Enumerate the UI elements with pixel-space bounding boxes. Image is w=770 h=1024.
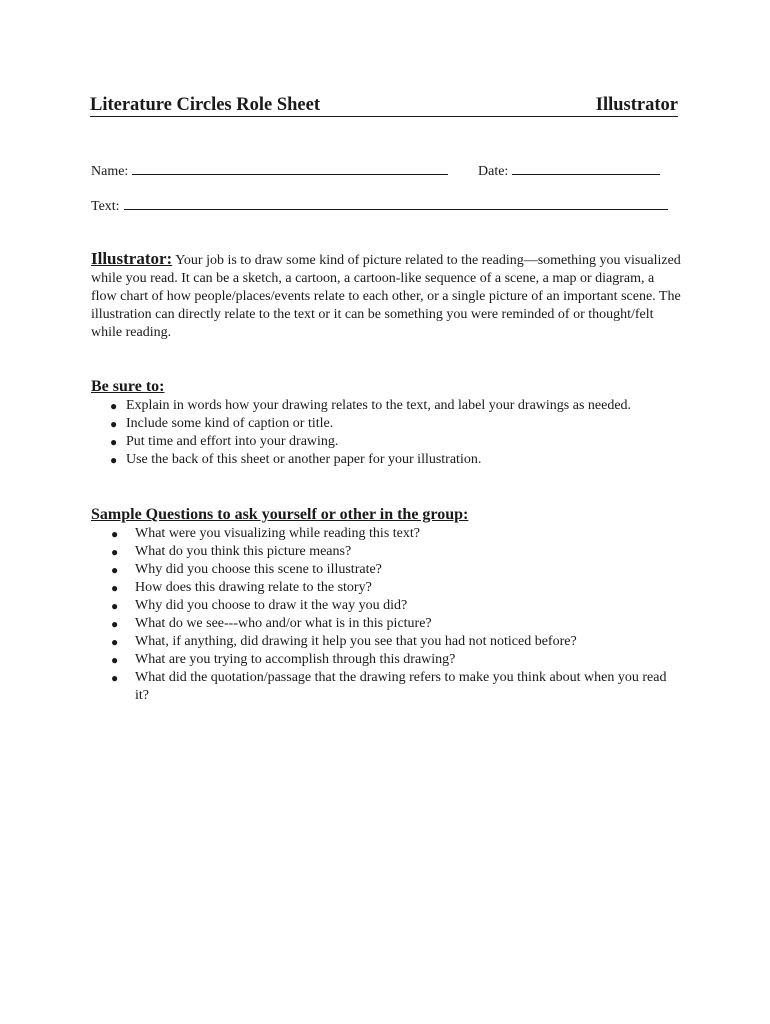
- bullet-icon: ●: [111, 635, 119, 649]
- be-sure-heading: Be sure to:: [91, 378, 165, 395]
- list-item: ● What were you visualizing while reading this text?: [111, 526, 420, 541]
- sample-heading: Sample Questions to ask yourself or other in the group:: [91, 506, 469, 523]
- text-line[interactable]: [124, 195, 668, 210]
- text-field[interactable]: [91, 195, 668, 215]
- list-item: ● Include some kind of caption or title.: [110, 416, 334, 431]
- page-title: Literature Circles Role Sheet: [90, 95, 320, 115]
- header: [90, 94, 678, 117]
- bullet-icon: ●: [110, 399, 118, 413]
- be-sure-list: [110, 397, 700, 469]
- date-line[interactable]: [512, 160, 660, 175]
- role-title: Illustrator: [595, 95, 678, 115]
- list-item: ● Explain in words how your drawing relates to the text, and label your drawings as needed.: [110, 398, 632, 413]
- list-item: ● Why did you choose to draw it the way you did?: [111, 598, 408, 613]
- bullet-icon: ●: [110, 417, 118, 431]
- intro-paragraph: [91, 250, 681, 342]
- list-item: ● What do we see---who and/or what is in this picture?: [111, 616, 432, 631]
- list-item: ● What, if anything, did drawing it help you see that you had not noticed before?: [111, 634, 577, 649]
- intro-lead: Illustrator:: [91, 249, 173, 268]
- bullet-icon: ●: [111, 653, 119, 667]
- bullet-icon: ●: [111, 617, 119, 631]
- bullet-icon: ●: [110, 435, 118, 449]
- bullet-icon: ●: [111, 599, 119, 613]
- name-line[interactable]: [132, 160, 448, 175]
- text-label: Text:: [91, 199, 120, 214]
- date-field[interactable]: [478, 160, 660, 180]
- list-item: ● How does this drawing relate to the story?: [111, 580, 372, 595]
- name-field[interactable]: [91, 160, 448, 180]
- bullet-icon: ●: [111, 671, 119, 685]
- bullet-icon: ●: [111, 563, 119, 577]
- list-item: ● Why did you choose this scene to illustrate?: [111, 562, 382, 577]
- date-label: Date:: [478, 164, 509, 179]
- bullet-icon: ●: [111, 545, 119, 559]
- list-item: ● Put time and effort into your drawing.: [110, 434, 339, 449]
- list-item: ● What are you trying to accomplish through this drawing?: [111, 652, 456, 667]
- name-label: Name:: [91, 164, 129, 179]
- list-item: ● What do you think this picture means?: [111, 544, 352, 559]
- list-item: ● Use the back of this sheet or another paper for your illustration.: [110, 452, 482, 467]
- sample-list: [111, 525, 683, 705]
- bullet-icon: ●: [111, 527, 119, 541]
- intro-body: Your job is to draw some kind of picture related to the reading—something you visualized while you read. It can be a sketch, a cartoon, a cartoon-like sequence of a scene, a map or diagram, a flow chart of how people/places/events relate to each other, or a single picture of an important scene. The illustration can directly relate to the text or it can be something you were reminded of or thought/felt while reading.: [91, 253, 681, 340]
- bullet-icon: ●: [111, 581, 119, 595]
- bullet-icon: ●: [110, 453, 118, 467]
- list-item: ● What did the quotation/passage that the drawing refers to make you think about when you read it?: [111, 670, 667, 703]
